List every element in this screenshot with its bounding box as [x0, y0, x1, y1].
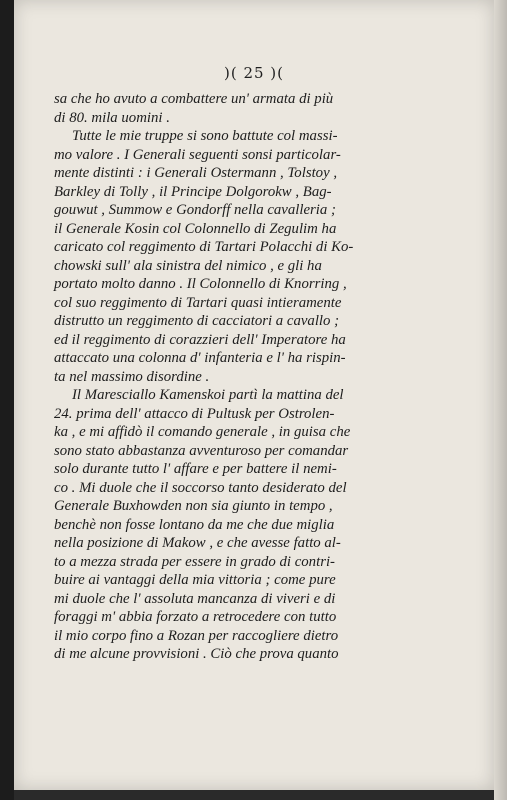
text-line: Generale Buxhowden non sia giunto in tempo , — [54, 498, 333, 514]
text-line: gouwut , Summow e Gondorff nella cavalleria ; — [54, 202, 336, 218]
text-line: foraggi m' abbia forzato a retrocedere con tutto — [54, 609, 337, 625]
text-line: attaccato una colonna d' infanteria e l' ha rispin- — [54, 350, 346, 366]
text-line: Il Maresciallo Kamenskoi partì la mattina del — [72, 387, 344, 403]
text-line: buire ai vantaggi della mia vittoria ; come pure — [54, 572, 336, 588]
page-edge — [494, 0, 507, 800]
text-line: nella posizione di Makow , e che avesse fatto al- — [54, 535, 341, 551]
text-line: ed il reggimento di corazzieri dell' Imperatore ha — [54, 331, 346, 348]
text-line: solo durante tutto l' affare e per battere il nemi- — [54, 461, 337, 477]
text-line: Tutte le mie truppe si sono battute col massi- — [72, 128, 338, 144]
text-line: to a mezza strada per essere in grado di contri- — [54, 553, 335, 570]
body-text — [54, 90, 424, 664]
text-line: portato molto danno . Il Colonnello di Knorring , — [54, 276, 347, 292]
text-line: 24. prima dell' attacco di Pultusk per Ostrolen- — [54, 405, 335, 422]
text-line: sono stato abbastanza avventuroso per comandar — [54, 442, 349, 459]
text-line: mi duole che l' assoluta mancanza di viveri e di — [54, 590, 336, 607]
text-line: distrutto un reggimento di cacciatori a cavallo ; — [54, 313, 340, 329]
text-line: di 80. mila uomini . — [54, 109, 170, 126]
book-page — [14, 0, 494, 790]
text-line: col suo reggimento di Tartari quasi intieramente — [54, 294, 342, 311]
text-line: Barkley di Tolly , il Principe Dolgorokw , Bag- — [54, 183, 332, 200]
text-line: di me alcune provvisioni . Ciò che prova quanto — [54, 646, 339, 662]
text-line: benchè non fosse lontano da me che due miglia — [54, 516, 335, 533]
text-line: caricato col reggimento di Tartari Polacchi di Ko- — [54, 239, 354, 255]
text-line: ka , e mi affidò il comando generale , in guisa che — [54, 424, 351, 440]
text-line: il Generale Kosin col Colonnello di Zegulim ha — [54, 220, 337, 237]
page-number: )( 25 )( — [223, 64, 285, 82]
text-line: chowski sull' ala sinistra del nimico , e gli ha — [54, 257, 322, 274]
text-line: mo valore . I Generali seguenti sonsi particolar- — [54, 146, 341, 163]
text-line: mente distinti : i Generali Ostermann , Tolstoy , — [54, 165, 338, 181]
scan-border — [14, 790, 494, 800]
text-line: ta nel massimo disordine . — [54, 368, 210, 385]
text-line: co . Mi duole che il soccorso tanto desiderato del — [54, 479, 347, 496]
text-line: il mio corpo fino a Rozan per raccogliere dietro — [54, 627, 339, 644]
text-line: sa che ho avuto a combattere un' armata di più — [54, 91, 334, 107]
